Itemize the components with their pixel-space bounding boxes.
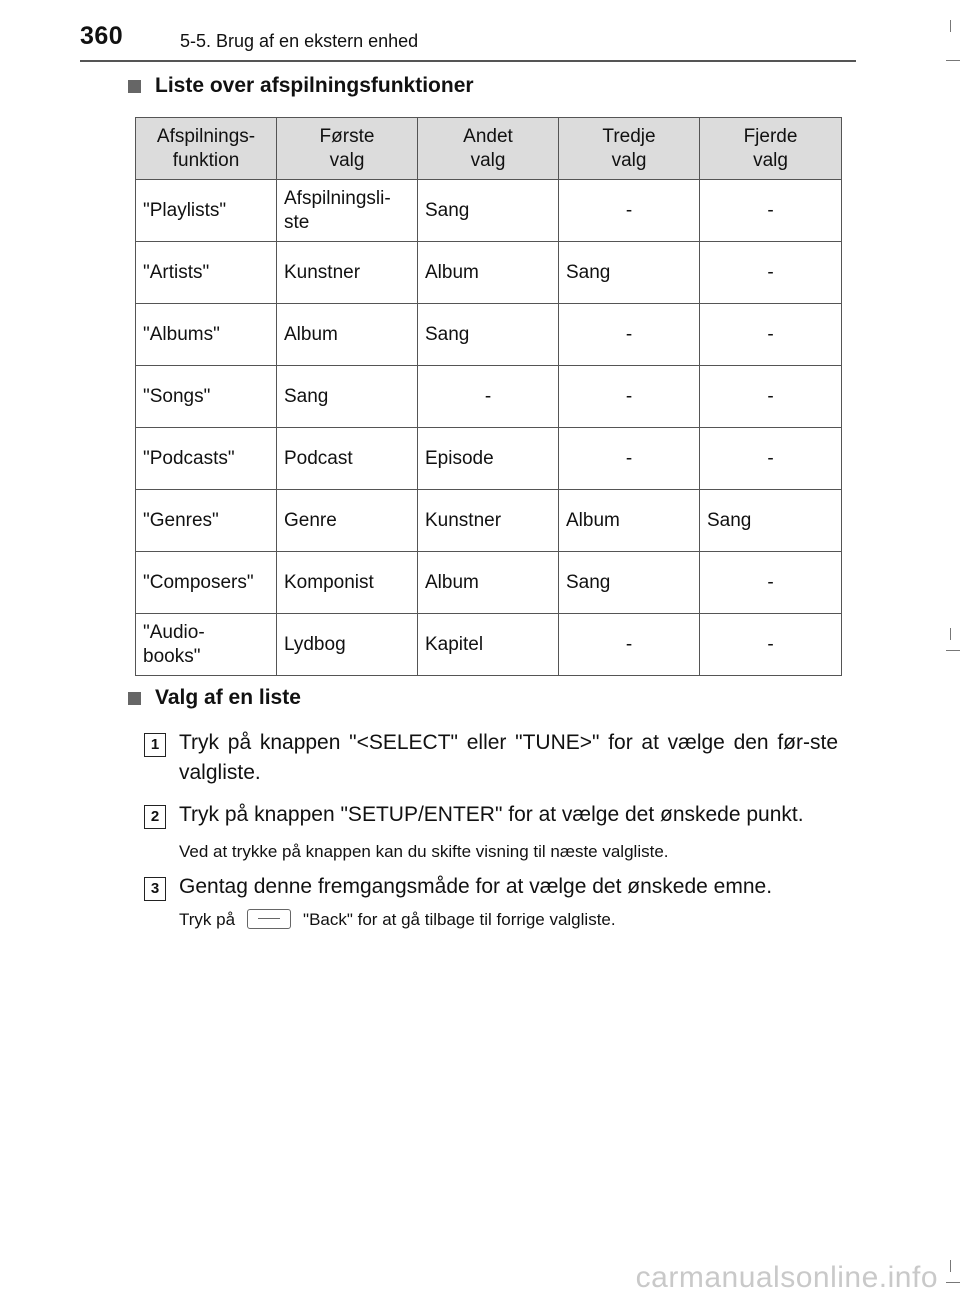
table-header-cell: Tredje valg	[559, 118, 700, 180]
crop-mark	[946, 60, 960, 61]
table-cell: -	[700, 242, 842, 304]
table-cell: Komponist	[277, 552, 418, 614]
playback-functions-table	[135, 117, 842, 676]
table-cell: Kunstner	[418, 490, 559, 552]
table-cell: Podcast	[277, 428, 418, 490]
section-title: 5-5. Brug af en ekstern enhed	[180, 31, 419, 51]
crop-mark	[946, 650, 960, 651]
table-cell: "Genres"	[136, 490, 277, 552]
table-row	[136, 552, 842, 614]
table-cell: Sang	[700, 490, 842, 552]
table-cell: Genre	[277, 490, 418, 552]
table-cell: "Audio- books"	[136, 614, 277, 676]
table-cell: -	[559, 428, 700, 490]
table-row	[136, 614, 842, 676]
table-cell: "Playlists"	[136, 180, 277, 242]
table-cell: -	[700, 180, 842, 242]
step-number: 2	[144, 805, 166, 829]
table-cell: Afspilningsli- ste	[277, 180, 418, 242]
crop-mark	[946, 1282, 960, 1283]
table-cell: Sang	[559, 552, 700, 614]
step-number: 1	[144, 733, 166, 757]
table-cell: Album	[559, 490, 700, 552]
table-cell: "Artists"	[136, 242, 277, 304]
step-text: Tryk på knappen "SETUP/ENTER" for at vælge det ønskede punkt.	[179, 803, 804, 826]
step-item	[144, 800, 838, 830]
table-header-cell: Fjerde valg	[700, 118, 842, 180]
table-row	[136, 242, 842, 304]
step-list	[144, 728, 838, 932]
table-row	[136, 304, 842, 366]
crop-mark	[950, 1260, 951, 1272]
bullet-square-icon	[128, 692, 141, 705]
header-divider	[80, 60, 856, 62]
section-heading-select-list	[128, 686, 301, 710]
heading-text: Valg af en liste	[155, 686, 301, 709]
table-cell: Kunstner	[277, 242, 418, 304]
table-cell: -	[559, 366, 700, 428]
table-header-cell: Første valg	[277, 118, 418, 180]
crop-mark	[950, 628, 951, 640]
table-cell: -	[700, 304, 842, 366]
table-cell: "Albums"	[136, 304, 277, 366]
table-header-cell: Afspilnings- funktion	[136, 118, 277, 180]
table-cell: "Songs"	[136, 366, 277, 428]
step-note: Ved at trykke på knappen kan du skifte visning til næste valgliste.	[179, 842, 669, 861]
bullet-square-icon	[128, 80, 141, 93]
table-cell: Sang	[418, 304, 559, 366]
table-row	[136, 490, 842, 552]
table-header-cell: Andet valg	[418, 118, 559, 180]
table-cell: -	[559, 180, 700, 242]
table-cell: -	[700, 552, 842, 614]
table-cell: -	[559, 304, 700, 366]
page-number: 360	[80, 22, 124, 50]
table-cell: Kapitel	[418, 614, 559, 676]
back-button-icon	[247, 909, 291, 929]
table-cell: -	[700, 614, 842, 676]
step-text: Tryk på knappen "<SELECT" eller "TUNE>" for at vælge den før-ste valgliste.	[179, 731, 838, 784]
table-row	[136, 180, 842, 242]
table-header-row	[136, 118, 842, 180]
step-text: Gentag denne fremgangsmåde for at vælge det ønskede emne.	[179, 875, 773, 898]
note-prefix: Tryk på	[179, 910, 236, 929]
watermark: carmanualsonline.info	[635, 1261, 938, 1294]
step-item	[144, 872, 838, 902]
table-cell: "Podcasts"	[136, 428, 277, 490]
table-cell: Sang	[559, 242, 700, 304]
table-cell: Sang	[277, 366, 418, 428]
table-cell: -	[418, 366, 559, 428]
table-cell: "Composers"	[136, 552, 277, 614]
heading-text: Liste over afspilningsfunktioner	[155, 74, 474, 97]
table-row	[136, 366, 842, 428]
table-cell: -	[700, 428, 842, 490]
table-cell: -	[559, 614, 700, 676]
table-cell: Sang	[418, 180, 559, 242]
step-note	[144, 908, 838, 932]
table-cell: -	[700, 366, 842, 428]
table-cell: Lydbog	[277, 614, 418, 676]
table-cell: Episode	[418, 428, 559, 490]
crop-mark	[950, 20, 951, 32]
step-number: 3	[144, 877, 166, 901]
table-cell: Album	[277, 304, 418, 366]
table-cell: Album	[418, 552, 559, 614]
table-row	[136, 428, 842, 490]
note-suffix: "Back" for at gå tilbage til forrige valgliste.	[303, 910, 616, 929]
table-cell: Album	[418, 242, 559, 304]
step-item	[144, 728, 838, 788]
section-heading-functions	[128, 74, 474, 98]
